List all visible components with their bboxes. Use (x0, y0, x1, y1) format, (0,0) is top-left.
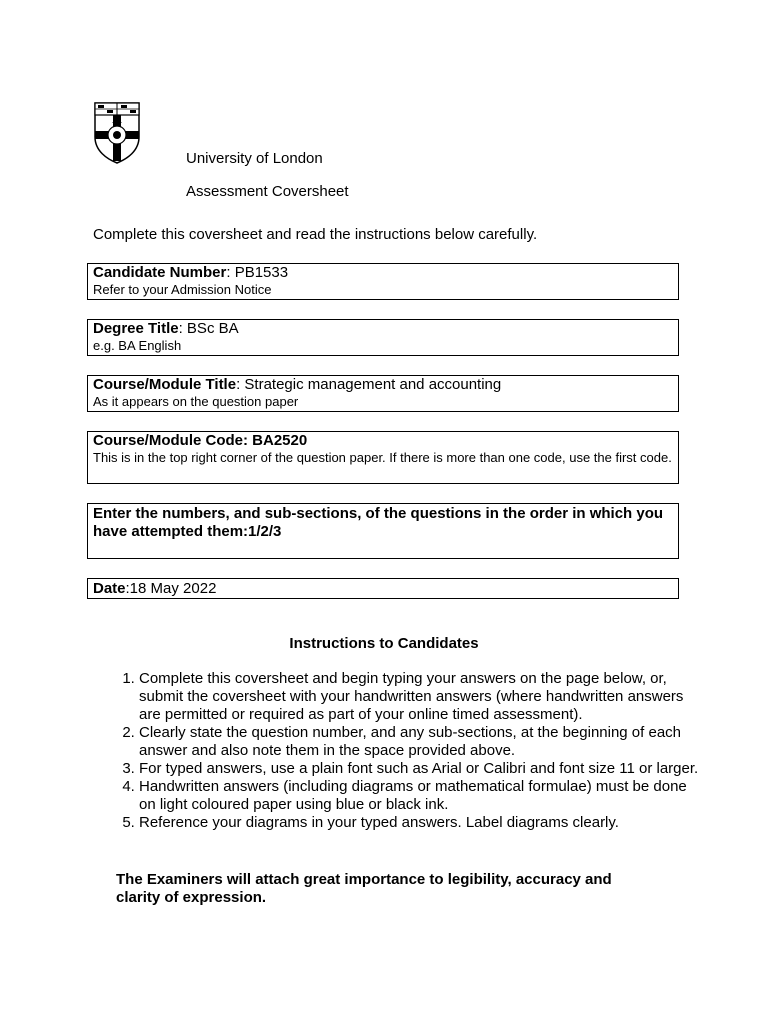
course-title-hint: As it appears on the question paper (93, 394, 299, 409)
questions-attempted-box[interactable] (87, 503, 679, 559)
course-title-box[interactable] (87, 375, 679, 412)
candidate-number-hint: Refer to your Admission Notice (93, 282, 272, 297)
list-item: 1. Complete this coversheet and begin typing your answers on the page below, or, submit the coversheet with your handwritten answers (where handwritten answers are permitted or required as part of your online timed assessment). (139, 670, 699, 724)
list-item: 2. Clearly state the question number, and any sub-sections, at the beginning of each answer and also note them in the space provided above. (139, 724, 699, 760)
course-code-label: Course/Module Code: BA2520 (93, 432, 308, 449)
degree-title-label: Degree Title (93, 320, 179, 337)
course-title-value: : Strategic management and accounting (236, 376, 502, 393)
university-crest-icon (93, 101, 141, 165)
course-title-label: Course/Module Title (93, 376, 237, 393)
course-code-hint: This is in the top right corner of the question paper. If there is more than one code, use the first code. (93, 450, 672, 465)
instructions-list (116, 670, 699, 832)
candidate-number-value: : PB1533 (226, 264, 289, 281)
list-item: 3. For typed answers, use a plain font such as Arial or Calibri and font size 11 or larger. (139, 760, 699, 778)
course-code-box[interactable] (87, 431, 679, 484)
intro-text: Complete this coversheet and read the instructions below carefully. (93, 226, 538, 243)
instructions-title: Instructions to Candidates (289, 635, 479, 652)
candidate-number-label: Candidate Number (93, 264, 227, 281)
date-label: Date (93, 580, 126, 597)
date-value: :18 May 2022 (125, 580, 217, 597)
date-box[interactable] (87, 578, 679, 599)
institution-name: University of London (186, 150, 323, 167)
candidate-number-box[interactable] (87, 263, 679, 300)
degree-title-box[interactable] (87, 319, 679, 356)
document-title: Assessment Coversheet (186, 183, 349, 200)
degree-title-hint: e.g. BA English (93, 338, 182, 353)
degree-title-value: : BSc BA (178, 320, 239, 337)
list-item: 4. Handwritten answers (including diagrams or mathematical formulae) must be done on light coloured paper using blue or black ink. (139, 778, 699, 814)
list-item: 5. Reference your diagrams in your typed answers. Label diagrams clearly. (139, 814, 699, 832)
questions-attempted-label: Enter the numbers, and sub-sections, of the questions in the order in which you have attempted them:1/2/3 (93, 505, 664, 540)
closing-statement: The Examiners will attach great importance to legibility, accuracy and clarity of expression. (116, 871, 612, 906)
